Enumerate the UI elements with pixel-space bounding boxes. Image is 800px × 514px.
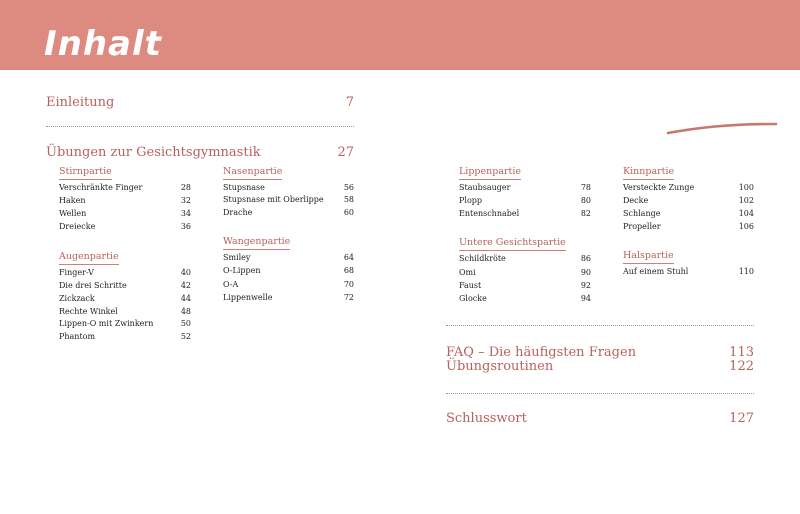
toc-row[interactable]: Wellen 34 (59, 209, 191, 218)
toc-row[interactable]: Drache 60 (223, 208, 354, 217)
toc-row[interactable]: Staubsauger 78 (459, 183, 591, 192)
toc-row[interactable]: Versteckte Zunge 100 (623, 183, 754, 192)
toc-entry-routinen[interactable]: Übungsroutinen (446, 359, 554, 374)
section-heading-lippen: Lippenpartie (459, 166, 521, 180)
toc-row[interactable]: Lippenwelle 72 (223, 293, 354, 302)
toc-row[interactable]: Entenschnabel 82 (459, 209, 591, 218)
toc-row[interactable]: Haken 32 (59, 196, 191, 205)
toc-row[interactable]: Finger-V 40 (59, 268, 191, 277)
toc-row[interactable]: Schildkröte 86 (459, 254, 591, 263)
divider (46, 126, 354, 127)
toc-row[interactable]: Omi 90 (459, 268, 591, 277)
divider (446, 393, 754, 394)
header-banner (0, 0, 800, 70)
section-heading-kinn: Kinnpartie (623, 166, 674, 180)
toc-row[interactable]: Smiley 64 (223, 253, 354, 262)
toc-page-exercises: 27 (337, 145, 354, 160)
toc-row[interactable]: Phantom 52 (59, 332, 191, 341)
toc-row[interactable]: O-Lippen 68 (223, 266, 354, 275)
toc-row[interactable]: Plopp 80 (459, 196, 591, 205)
page-title: Inhalt (44, 24, 162, 64)
toc-row[interactable]: Dreiecke 36 (59, 222, 191, 231)
section-heading-untere: Untere Gesichtspartie (459, 237, 566, 251)
toc-entry-faq[interactable]: FAQ – Die häufigsten Fragen (446, 345, 637, 360)
toc-page-schluss: 127 (729, 411, 754, 426)
toc-page-routinen: 122 (729, 359, 754, 374)
toc-page-intro: 7 (345, 95, 354, 110)
swoosh-decoration (666, 120, 778, 136)
toc-entry-schluss[interactable]: Schlusswort (446, 411, 527, 426)
toc-row[interactable]: Auf einem Stuhl 110 (623, 267, 754, 276)
toc-row[interactable]: Stupsnase 56 (223, 183, 354, 192)
toc-entry-intro[interactable]: Einleitung (46, 95, 115, 110)
toc-row[interactable]: Faust 92 (459, 281, 591, 290)
toc-row[interactable]: O-A 70 (223, 280, 354, 289)
section-heading-augen: Augenpartie (59, 251, 119, 265)
section-heading-wangen: Wangenpartie (223, 236, 290, 250)
toc-row[interactable]: Glocke 94 (459, 294, 591, 303)
toc-row[interactable]: Propeller 106 (623, 222, 754, 231)
toc-row[interactable]: Stupsnase mit Oberlippe 58 (223, 195, 354, 204)
toc-row[interactable]: Schlange 104 (623, 209, 754, 218)
toc-row[interactable]: Die drei Schritte 42 (59, 281, 191, 290)
toc-row[interactable]: Verschränkte Finger 28 (59, 183, 191, 192)
section-heading-stirn: Stirnpartie (59, 166, 112, 180)
toc-row[interactable]: Lippen-O mit Zwinkern 50 (59, 319, 191, 328)
toc-entry-exercises[interactable]: Übungen zur Gesichtsgymnastik (46, 145, 261, 160)
toc-page-faq: 113 (729, 345, 754, 360)
section-heading-nasen: Nasenpartie (223, 166, 282, 180)
divider (446, 325, 754, 326)
section-heading-hals: Halspartie (623, 250, 674, 264)
toc-row[interactable]: Decke 102 (623, 196, 754, 205)
toc-row[interactable]: Rechte Winkel 48 (59, 307, 191, 316)
toc-row[interactable]: Zickzack 44 (59, 294, 191, 303)
